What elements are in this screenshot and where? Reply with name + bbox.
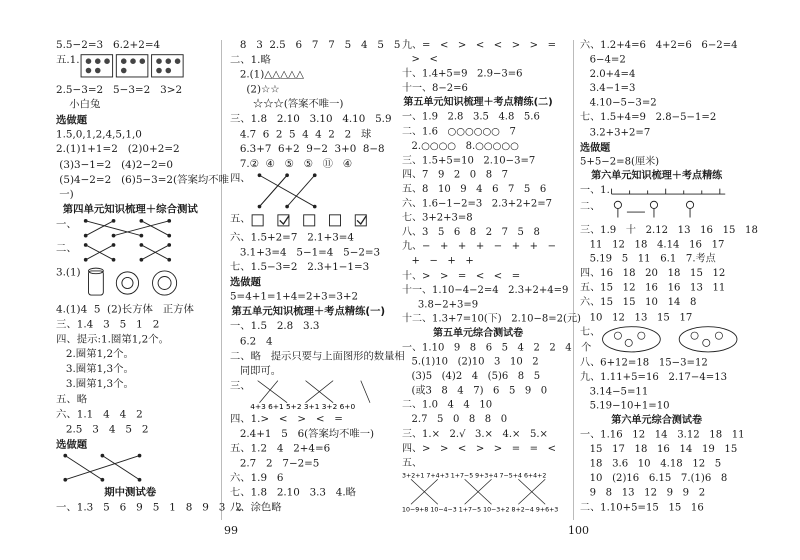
line-text: 11 12 18 4.14 16 17	[580, 238, 725, 250]
section-heading	[230, 304, 387, 319]
line-text: 一、1.10 9 8 6 5 4 2 2 4 个	[402, 341, 592, 354]
section-heading	[580, 169, 733, 184]
line-text: 五.1.	[56, 53, 80, 66]
line-text: (2)☆☆	[230, 83, 280, 96]
line-text: 一、1.3 5 6 9 5 1 8 9 3 2	[56, 501, 242, 514]
line-text: 2.7 2 7−2=5	[230, 457, 320, 470]
line-text: 4.(1)4 5 (2)长方体 正方体	[56, 303, 194, 316]
line-text: 六、1.5+2=7 2.1+3=4	[230, 231, 354, 244]
subheading	[580, 140, 733, 155]
answer-line	[230, 53, 387, 68]
line-text: 十、1.4+5=9 2.9−3=6	[402, 67, 523, 80]
answer-line	[580, 154, 733, 169]
answer-line	[580, 111, 733, 126]
answer-line	[402, 427, 554, 441]
answer-line	[580, 266, 733, 281]
answer-line	[230, 97, 387, 112]
answer-line	[230, 290, 387, 305]
line-text: 三、1.4 3 5 1 2	[56, 318, 160, 331]
answer-line	[580, 82, 733, 97]
section-heading	[56, 202, 204, 217]
answer-line	[230, 142, 387, 157]
line-text: 三、1.5+5=10 2.10−3=7	[402, 154, 536, 166]
answer-line	[230, 68, 387, 83]
line-text: 2.圈第1,2个。	[56, 348, 134, 361]
line-text: 八、6+12=18 15−3=12	[580, 356, 708, 368]
answer-line	[402, 168, 554, 182]
answer-line	[580, 384, 733, 399]
svg-text:3+2+1 7+4+3 1+7−5 9+3+4 7−5+4: 3+2+1 7+4+3 1+7−5 9+3+4 7−5+4 6+4+2	[402, 472, 547, 480]
answer-line	[402, 254, 554, 268]
line-text: > <	[402, 53, 438, 65]
line-text: 6.3+7 6+2 9−2 3+0 8−8	[230, 142, 385, 155]
line-text: (3)3−1=2 (4)2−2=0	[56, 158, 174, 171]
line-text: 二、	[580, 200, 601, 213]
answer-line	[402, 283, 569, 297]
line-text: 5.19 5 11 6.1 7.考点	[580, 252, 716, 265]
answer-line	[230, 501, 387, 516]
line-text: 一、1.	[580, 184, 610, 196]
line-text: 六、1.1 4 4 2	[56, 407, 143, 420]
line-text: 3.8−2+3=9	[402, 298, 479, 310]
line-text: 四、1.> < > < =	[230, 412, 350, 425]
x-pattern-figure	[251, 171, 352, 214]
line-text: 第五单元综合测试卷	[433, 326, 524, 339]
expr-match-2-figure	[402, 470, 559, 518]
answer-line	[580, 457, 733, 472]
line-text: 选做题	[56, 113, 88, 127]
line-text: 八、涂色略	[230, 501, 282, 514]
line-text: 二、1.6 ○○○○○○ 7	[402, 125, 516, 137]
answer-line	[56, 362, 204, 377]
line-text: 3.1+3=4 5−1=4 5−2=3	[230, 246, 381, 259]
line-text: 2.5−3=2 5−3=2 3>2	[56, 83, 183, 96]
line-text: 第四单元知识梳理＋综合测试	[62, 203, 198, 216]
answer-line	[402, 268, 554, 282]
answer-line	[402, 139, 554, 153]
answer-line	[580, 442, 738, 457]
cross-lines-figure	[56, 452, 158, 488]
answer-line	[402, 182, 554, 196]
answer-line	[580, 96, 733, 111]
svg-text:10−9+8 10−4−3 1+7−5 10−3+2 8+2: 10−9+8 10−4−3 1+7−5 10−3+2 8+2−4 9+6+3	[402, 506, 559, 514]
line-text: 期中测试卷	[104, 486, 157, 499]
checkboxes-figure	[251, 212, 389, 233]
line-text: 1.5,0,1,2,4,5,1,0	[56, 128, 142, 141]
line-text: 四、> > < > > = = <	[402, 442, 556, 454]
line-text: 九、1.11+5=16 2.17−4=13	[580, 370, 728, 383]
column-divider-left	[221, 40, 222, 520]
answer-line	[580, 199, 733, 222]
line-text: 四、	[230, 172, 251, 185]
line-text: 十一、8−2=6	[402, 82, 468, 94]
column-3	[402, 38, 592, 515]
answer-line	[402, 441, 554, 455]
line-text: 一、1.9 2.8 3.5 4.8 5.6	[402, 110, 540, 123]
answer-line	[56, 38, 204, 53]
line-text: 四、提示:1.圈第1,2个。	[56, 333, 169, 346]
line-text: 4.10−5−3=2	[580, 96, 657, 109]
answer-line	[56, 422, 204, 437]
line-text: 6−4=2	[580, 53, 626, 66]
answer-line	[230, 212, 387, 230]
answer-line	[230, 456, 387, 471]
line-text: 15 17 18 16 14 19 15	[580, 443, 738, 455]
line-text: 选做题	[580, 140, 611, 154]
answer-line	[230, 38, 401, 53]
answer-line	[580, 67, 733, 82]
answer-line	[580, 428, 745, 443]
line-text: 10 (2)16 6.15 7.(1)6 8	[580, 472, 728, 484]
line-text: 3.2+3+2=7	[580, 126, 651, 138]
answer-line	[56, 317, 204, 332]
column-divider-right	[573, 40, 574, 520]
line-text: (5)4−2=2 (6)5−3=2(答案均不唯	[56, 173, 230, 186]
answer-line	[580, 310, 733, 325]
line-text: 2.○○○○ 8.○○○○○	[402, 139, 519, 152]
subheading	[56, 113, 204, 128]
line-text: 七、1.5+4=9 2.8−5−1=2	[580, 111, 717, 124]
answer-line	[580, 324, 733, 355]
answer-line	[56, 265, 204, 302]
column-4	[580, 38, 758, 515]
line-text: 五、1.2 4 2+4=6	[230, 442, 331, 455]
subheading	[56, 437, 204, 452]
answer-line	[580, 281, 733, 296]
line-text: 2.4+1 5 6(答案均不唯一)	[230, 427, 375, 440]
kids-figure	[600, 199, 726, 225]
answer-line	[230, 127, 387, 142]
answer-line	[402, 110, 554, 124]
line-text: 小白兔	[56, 98, 101, 111]
line-text: 五、	[230, 212, 251, 225]
line-text: 七、1.5−3=2 2.3+1−1=3	[230, 260, 370, 273]
answer-line	[230, 334, 387, 349]
answer-line	[402, 355, 554, 369]
line-text: (3)5 (4)2 4 (5)6 8 5	[402, 370, 541, 382]
answer-line	[402, 67, 554, 81]
line-text: 五、略	[56, 392, 88, 406]
line-text: (或3 8 4 7) 6 5 9 0	[402, 384, 548, 397]
line-text: 2.7 5 0 8 8 0	[402, 413, 508, 426]
line-text: 5.5−2=3 6.2+2=4	[56, 38, 161, 51]
answer-line	[230, 245, 387, 260]
answer-line	[580, 38, 738, 53]
line-text: 六、1.2+4=6 4+2=6 6−2=4	[580, 38, 738, 51]
line-text: 一、1.16 12 14 3.12 18 11	[580, 428, 745, 441]
answer-line	[402, 456, 554, 470]
page-number-left: 99	[224, 524, 238, 537]
answer-line	[402, 196, 554, 210]
line-text: 同即可。	[230, 364, 282, 377]
section-heading	[402, 326, 554, 340]
line-text: 十、> > = < < =	[402, 269, 521, 281]
answer-line	[402, 369, 554, 383]
answer-line	[230, 486, 387, 501]
answer-line	[56, 392, 204, 407]
line-text: 4.7 6 2 5 4 4 2 2 球	[230, 127, 372, 140]
answer-line	[56, 187, 204, 202]
answer-line	[402, 124, 554, 138]
answer-line	[402, 413, 554, 427]
line-text: 二、	[56, 242, 77, 255]
answer-line	[580, 399, 733, 414]
answer-line	[56, 500, 242, 515]
line-text: 七、3+2+3=8	[402, 211, 473, 224]
line-text: 第六单元综合测试卷	[611, 414, 703, 426]
line-text: 五、15 12 16 16 13 11	[580, 281, 726, 294]
line-text: 九、= < > < < > > =	[402, 38, 556, 51]
line-text: 选做题	[230, 275, 261, 289]
answer-line	[230, 427, 387, 442]
answer-line	[56, 217, 204, 241]
answer-line	[56, 332, 204, 347]
line-text: 九、− + + + − + + −	[402, 240, 556, 253]
line-text: 三、1.× 2.√ 3.× 4.× 5.×	[402, 427, 548, 440]
answer-line	[56, 172, 230, 187]
fruit-boxes-figure	[80, 53, 191, 86]
line-text: 9 8 13 12 9 9 2	[580, 486, 706, 499]
line-text: + − + +	[402, 254, 474, 267]
answer-line	[580, 53, 733, 68]
answer-line	[230, 82, 387, 97]
line-text: 一)	[56, 188, 74, 201]
line-text: 四、16 18 20 18 15 12	[580, 267, 726, 280]
line-text: 十一、1.10−4−2=4 2.3+2+4=9	[402, 283, 569, 296]
column-2	[230, 38, 405, 515]
answer-line	[230, 319, 387, 334]
answer-line	[230, 441, 387, 456]
line-text: 5+5−2=8(厘米)	[580, 155, 660, 167]
line-text: 2.(1)△△△△△	[230, 68, 304, 81]
answer-line	[580, 237, 733, 252]
answer-line	[402, 240, 554, 254]
line-text: 三、1.8 2.10 3.10 4.10 5.9	[230, 113, 392, 126]
svg-text:4+3 6+1 5+2 3+1 3+2 6+0: 4+3 6+1 5+2 3+1 3+2 6+0	[250, 401, 356, 411]
answer-line	[402, 153, 554, 167]
answer-line	[402, 312, 581, 326]
line-text: 二、1.10+5=15 15 16	[580, 501, 704, 513]
line-text: 18 3.6 10 4.18 12 5	[580, 457, 722, 470]
line-text: 十二、1.3+7=10(下) 2.10−8=2(元)	[402, 312, 581, 325]
answer-line	[230, 471, 387, 486]
line-text: 六、1.6−1−2=3 2.3+2+2=7	[402, 197, 552, 209]
line-text: ☆☆☆(答案不唯一)	[230, 98, 344, 111]
subheading	[230, 275, 387, 290]
line-text: 5=4+1=1+4=2+3=3+2	[230, 290, 359, 303]
line-text: 3.圈第1,3个。	[56, 363, 134, 376]
line-text: 7.② ④ ⑤ ⑤ ⑪ ④	[230, 157, 353, 170]
page-number-right: 100	[568, 524, 589, 537]
line-text: 五、	[402, 456, 423, 469]
answer-line	[56, 53, 204, 83]
answer-line	[402, 81, 554, 95]
answer-line	[230, 112, 392, 127]
line-text: 2.0+4=4	[580, 67, 636, 80]
answer-line	[580, 471, 733, 486]
line-text: 5.19−10+1=10	[580, 399, 670, 412]
line-text: 第六单元知识梳理＋考点精练	[591, 169, 723, 182]
line-text: 六、1.9 6	[230, 471, 284, 484]
answer-line	[580, 125, 733, 140]
answer-line	[56, 452, 204, 485]
clouds-figure	[600, 324, 744, 357]
line-text: 2.5 3 4 5 2	[56, 422, 149, 435]
answer-line	[230, 364, 387, 379]
answer-line	[402, 398, 554, 412]
line-text: 五、8 10 9 4 6 7 5 6	[402, 182, 547, 195]
answer-line	[230, 349, 405, 364]
line-text: 二、略 提示只要与上面图形的数量相	[230, 349, 405, 362]
cans-figure	[81, 265, 183, 305]
answer-line	[230, 157, 387, 172]
answer-line	[56, 127, 204, 142]
line-text: 2.(1)1+1=2 (2)0+2=2	[56, 143, 180, 156]
line-text: 3.4−1=3	[580, 82, 636, 95]
section-heading	[580, 413, 733, 428]
line-text: 三、	[230, 379, 251, 392]
answer-line	[580, 252, 733, 267]
answer-line	[56, 157, 204, 172]
line-text: 二、1.略	[230, 53, 271, 66]
line-text: 八、3 5 6 8 2 7 5 8	[402, 226, 540, 238]
line-text: 3.圈第1,3个。	[56, 378, 134, 391]
line-text: 第五单元知识梳理＋考点精练(一)	[231, 305, 386, 318]
line-text: 3.(1)	[56, 266, 81, 279]
answer-line	[56, 377, 204, 392]
answer-line	[580, 486, 733, 501]
line-text: 七、	[580, 325, 601, 338]
match-2-figure	[77, 241, 188, 268]
answer-line	[580, 295, 733, 310]
answer-line	[402, 470, 559, 515]
expr-match-figure	[251, 379, 389, 415]
answer-line	[580, 500, 733, 515]
answer-line	[580, 370, 733, 385]
section-heading	[402, 96, 554, 110]
answer-line	[56, 407, 204, 422]
answer-line	[56, 347, 204, 362]
answer-line	[230, 171, 387, 212]
line-text: 第五单元知识梳理＋考点精练(二)	[403, 96, 553, 109]
column-1	[56, 38, 242, 515]
answer-line	[402, 225, 554, 239]
answer-line	[230, 379, 387, 412]
line-text: 一、	[56, 217, 77, 231]
answer-line	[56, 142, 204, 157]
line-text: 8 3 2.5 6 7 7 5 4 5 5	[230, 38, 401, 51]
line-text: 3.14−5=11	[580, 385, 649, 397]
line-text: 七、1.8 2.10 3.3 4.略	[230, 486, 356, 499]
answer-line	[402, 297, 554, 311]
answer-line	[56, 98, 204, 113]
answer-line	[402, 38, 554, 52]
line-text: 二、1.0 4 4 10	[402, 398, 493, 411]
line-text: 10 12 13 15 17	[580, 310, 693, 323]
answer-line	[56, 241, 204, 265]
answer-line	[580, 183, 733, 199]
line-text: 6.2 4	[230, 335, 273, 347]
line-text: 四、7 9 2 0 8 7	[402, 168, 509, 181]
answer-line	[230, 260, 387, 275]
answer-line	[402, 384, 554, 398]
match-1-figure	[77, 217, 188, 244]
line-text: 选做题	[56, 437, 88, 451]
line-text: 5.(1)10 (2)10 3 10 2	[402, 355, 539, 368]
answer-line	[402, 52, 554, 66]
line-text: 一、1.5 2.8 3.3	[230, 320, 320, 333]
answer-line	[402, 340, 592, 354]
line-text: 三、1.9 十 2.12 13 16 15 18	[580, 223, 758, 236]
line-text: 六、15 15 10 14 8	[580, 296, 697, 309]
answer-line	[402, 211, 554, 225]
